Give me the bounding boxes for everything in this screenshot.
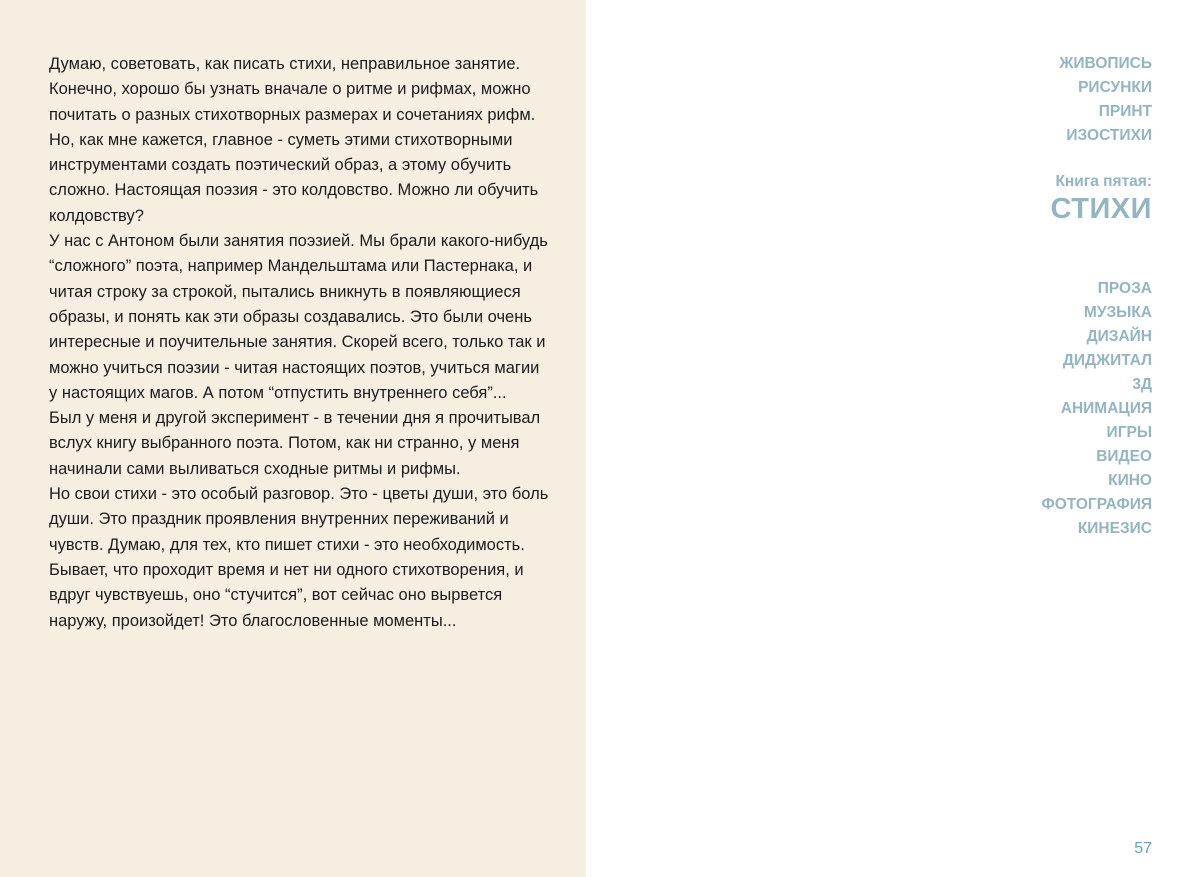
nav-item-painting[interactable]: ЖИВОПИСЬ	[1059, 55, 1152, 72]
page-number: 57	[1134, 840, 1152, 857]
paragraph: Был у меня и другой эксперимент - в течении дня я прочитывал вслух книгу выбранного поэта. Потом, как ни странно, у меня начинали сами выливаться сходные ритмы и рифмы.	[49, 409, 541, 478]
nav-item-games[interactable]: ИГРЫ	[1106, 424, 1152, 441]
nav-item-izostikhi[interactable]: ИЗОСТИХИ	[1066, 127, 1152, 144]
nav-top-menu	[1059, 52, 1152, 148]
nav-item-animation[interactable]: АНИМАЦИЯ	[1060, 400, 1152, 417]
nav-item-design[interactable]: ДИЗАЙН	[1086, 328, 1152, 345]
nav-item-digital[interactable]: ДИДЖИТАЛ	[1062, 352, 1152, 369]
nav-item-print[interactable]: ПРИНТ	[1098, 103, 1152, 120]
nav-item-music[interactable]: МУЗЫКА	[1083, 304, 1152, 321]
paragraph: Думаю, советовать, как писать стихи, неправильное занятие. Конечно, хорошо бы узнать вначале о ритме и рифмах, можно почитать о разных стихотворных размерах и сочетаниях рифм. Но, как мне кажется, главное - суметь этими стихотворными инструментами создать поэтический образ, а этому обучить сложно. Настоящая поэзия - это колдовство. Можно ли обучить колдовству?	[49, 55, 539, 225]
paragraph: У нас с Антоном были занятия поэзией. Мы брали какого-нибудь “сложного” поэта, например Мандельштама или Пастернака, и читая строку за строкой, пытались вникнуть в появляющиеся образы, и понять как эти образы создавались. Это были очень интересные и поучительные занятия. Скорей всего, только так и можно учиться поэзии - читая настоящих поэтов, учиться магии у настоящих магов. А потом “отпустить внутреннего себя”...	[49, 232, 548, 402]
nav-item-drawings[interactable]: РИСУНКИ	[1078, 79, 1152, 96]
nav-item-3d[interactable]: 3Д	[1132, 376, 1152, 393]
left-text-panel	[0, 0, 586, 877]
nav-item-photography[interactable]: ФОТОГРАФИЯ	[1041, 496, 1152, 513]
book-title: СТИХИ	[1050, 193, 1152, 225]
paragraph: Но свои стихи - это особый разговор. Это - цветы души, это боль души. Это праздник проявления внутренних переживаний и чувств. Думаю, для тех, кто пишет стихи - это необходимость. Бывает, что проходит время и нет ни одного стихотворения, и вдруг чувствуешь, оно “стучится”, вот сейчас оно вырвется наружу, произойдет! Это благословенные моменты...	[49, 485, 549, 630]
nav-item-video[interactable]: ВИДЕО	[1096, 448, 1152, 465]
nav-item-cinema[interactable]: КИНО	[1108, 472, 1152, 489]
body-text	[49, 52, 549, 634]
nav-item-kinesis[interactable]: КИНЕЗИС	[1077, 520, 1152, 537]
nav-item-prose[interactable]: ПРОЗА	[1097, 280, 1152, 297]
nav-bottom-menu	[1041, 277, 1152, 541]
book-label: Книга пятая:	[1055, 173, 1152, 190]
